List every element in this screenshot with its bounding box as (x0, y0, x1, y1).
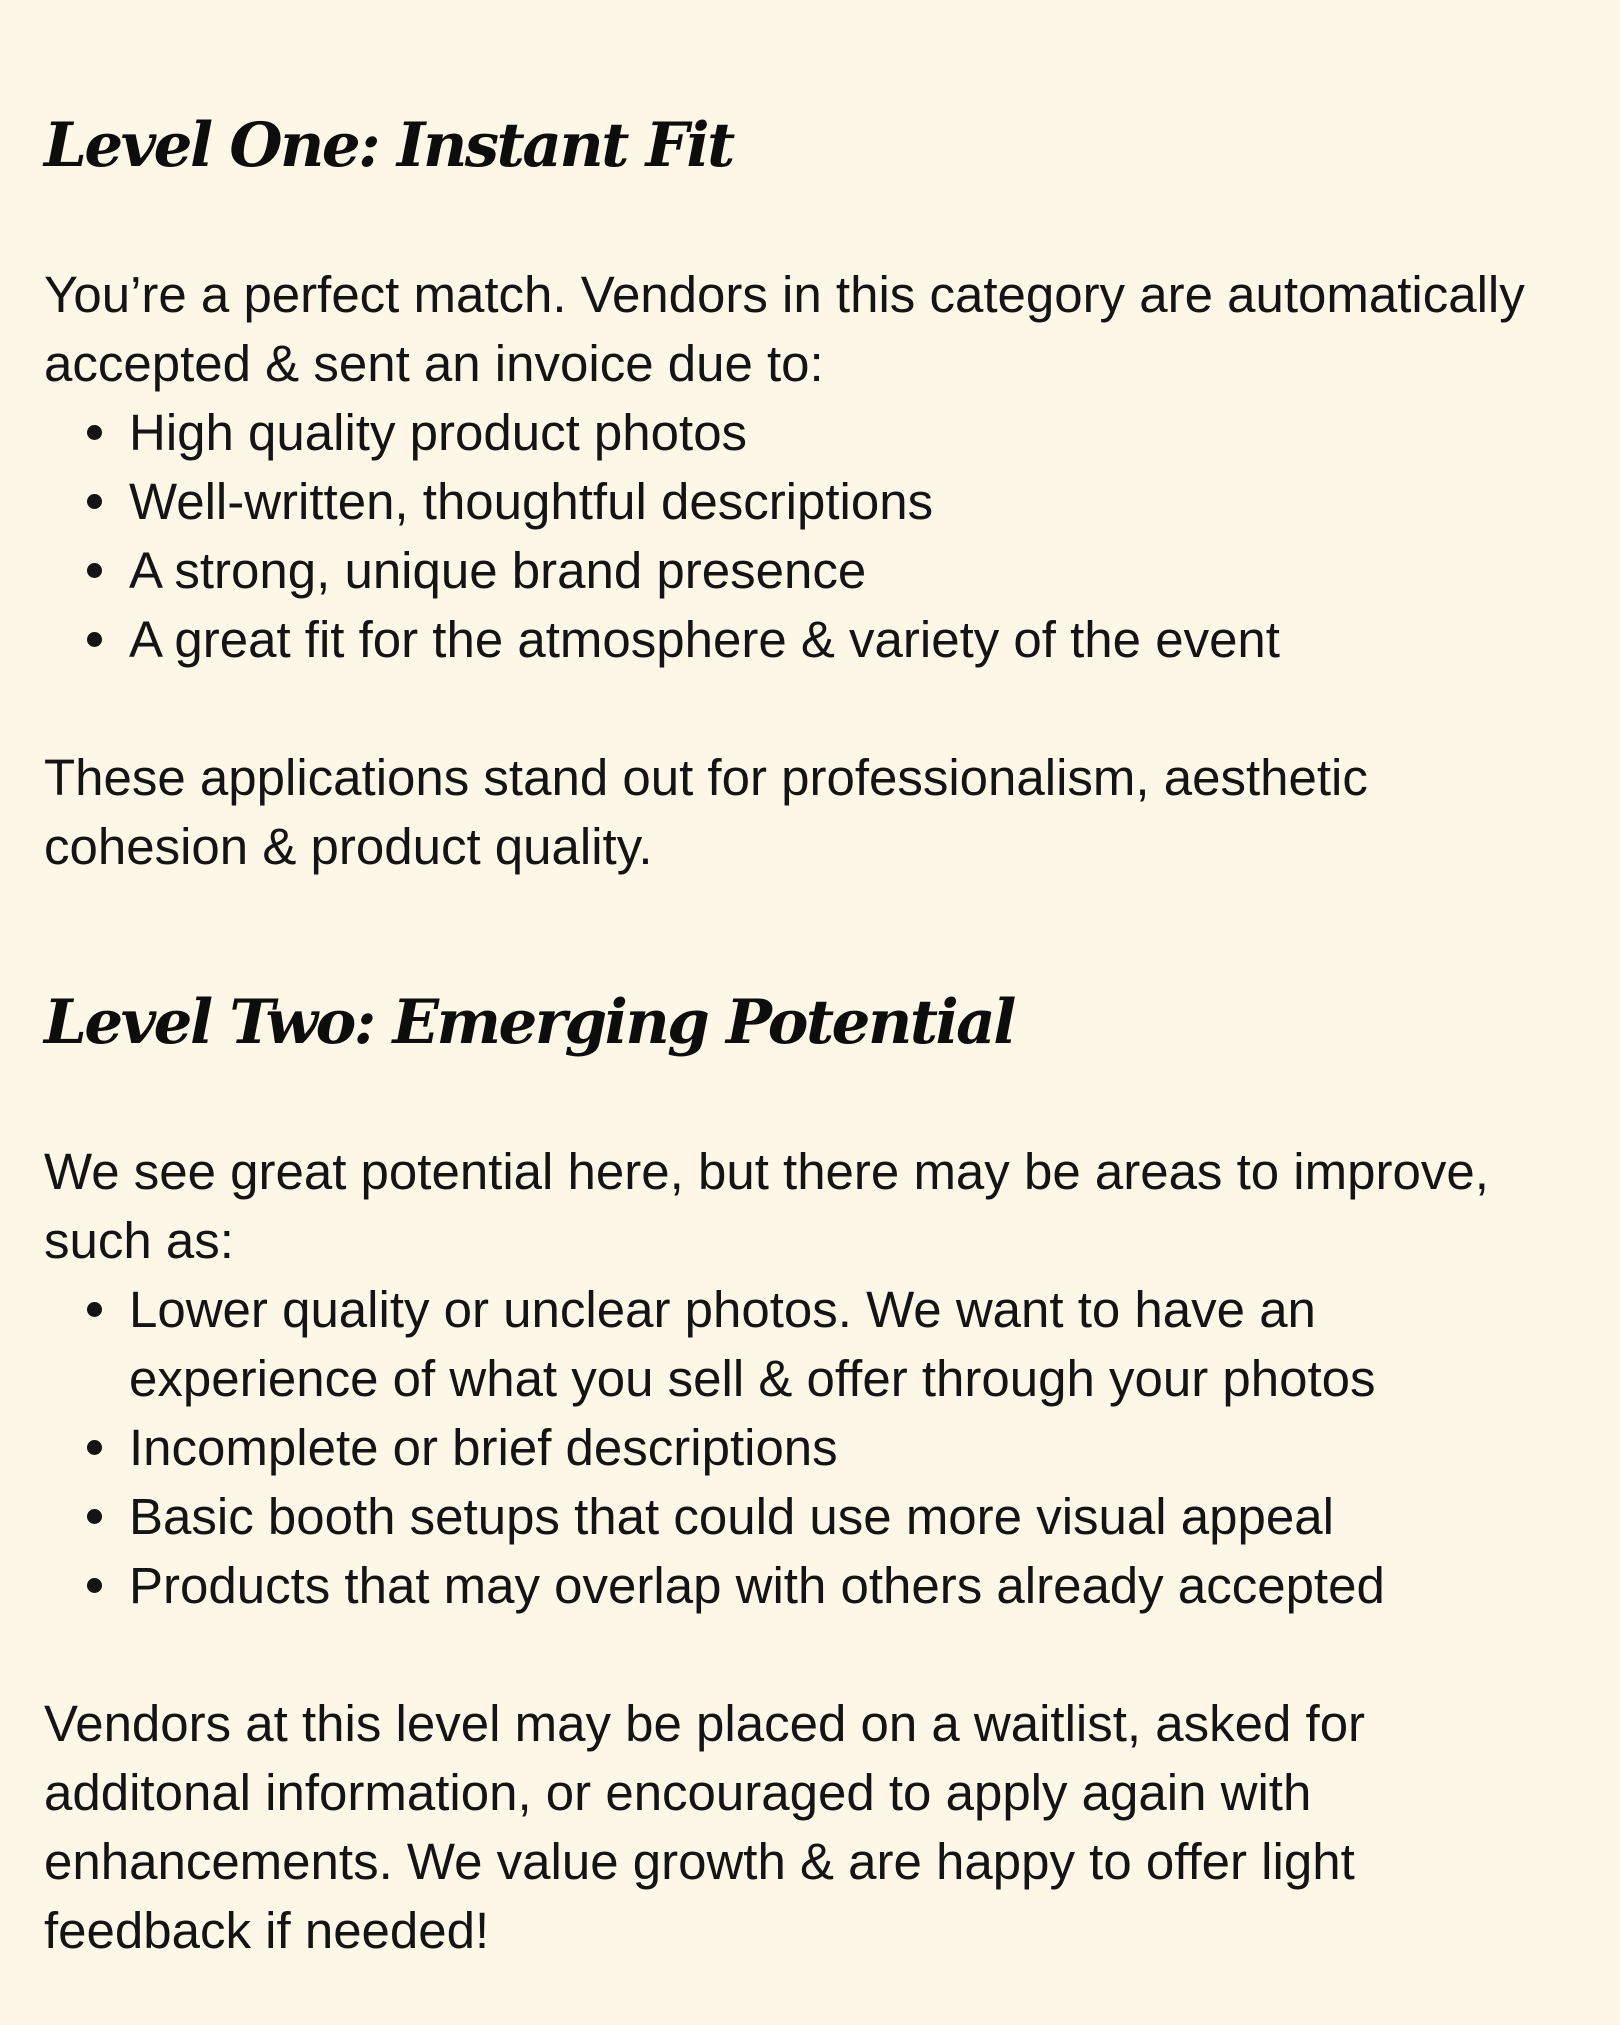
list-item (129, 1275, 1560, 1413)
level-one-intro: You’re a perfect match. Vendors in this category are automatically accepted & sent an invoice due to: (44, 266, 1525, 392)
bullet-icon (87, 1440, 102, 1455)
level-one-criteria-list (44, 398, 1560, 674)
list-item-text: Products that may overlap with others already accepted (129, 1557, 1385, 1614)
level-one-heading: Level One: Instant Fit (44, 110, 733, 181)
list-item (129, 1413, 1560, 1482)
list-item-text: Lower quality or unclear photos. We want to have an experience of what you sell & offer through your photos (129, 1281, 1376, 1407)
bullet-icon (87, 563, 102, 578)
list-item (129, 398, 1560, 467)
list-item-text: High quality product photos (129, 404, 748, 461)
level-two-closing: Vendors at this level may be placed on a waitlist, asked for additonal information, or encouraged to apply again with enhancements. We value growth & are happy to offer light feedback if needed! (44, 1695, 1366, 1959)
list-item-text: Well-written, thoughtful descriptions (129, 473, 934, 530)
level-two-intro: We see great potential here, but there may be areas to improve, such as: (44, 1143, 1489, 1269)
bullet-icon (87, 632, 102, 647)
section-level-one (44, 106, 1560, 881)
bullet-icon (87, 425, 102, 440)
level-two-heading: Level Two: Emerging Potential (44, 987, 1014, 1058)
level-one-closing: These applications stand out for professionalism, aesthetic cohesion & product quality. (44, 749, 1368, 875)
list-item (129, 467, 1560, 536)
list-item-text: A great fit for the atmosphere & variety of the event (129, 611, 1280, 668)
list-item-text: Incomplete or brief descriptions (129, 1419, 838, 1476)
list-item-text: Basic booth setups that could use more visual appeal (129, 1488, 1334, 1545)
list-item (129, 1551, 1560, 1620)
bullet-icon (87, 1302, 102, 1317)
level-two-criteria-list (44, 1275, 1560, 1620)
bullet-icon (87, 1509, 102, 1524)
bullet-icon (87, 494, 102, 509)
list-item-text: A strong, unique brand presence (129, 542, 867, 599)
section-level-two (44, 983, 1560, 1965)
list-item (129, 536, 1560, 605)
bullet-icon (87, 1578, 102, 1593)
list-item (129, 1482, 1560, 1551)
list-item (129, 605, 1560, 674)
